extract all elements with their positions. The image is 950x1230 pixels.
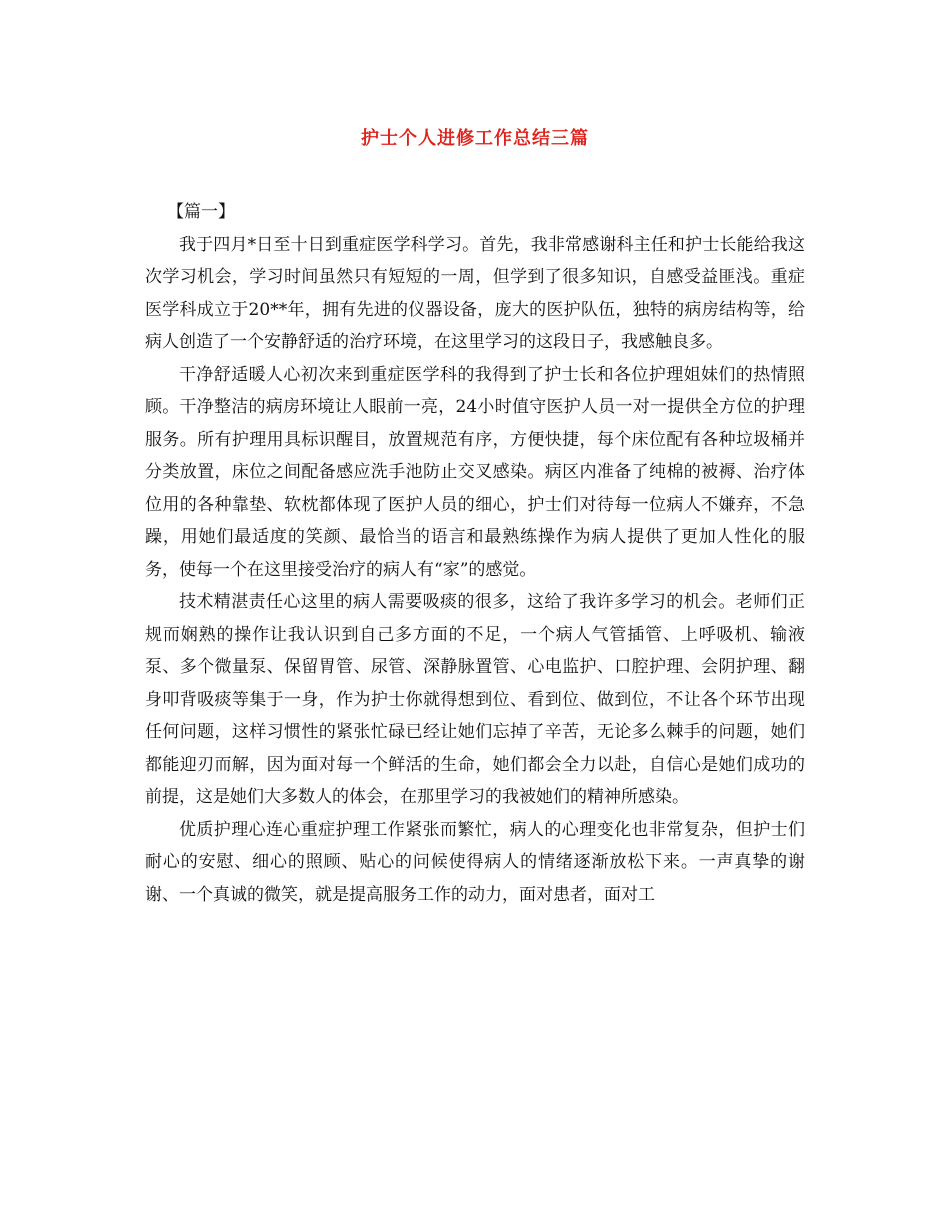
document-body: [145, 196, 805, 911]
paragraph-3: 技术精湛责任心这里的病人需要吸痰的很多，这给了我许多学习的机会。老师们正规而娴熟的操作让我认识到自己多方面的不足，一个病人气管插管、上呼吸机、输液泵、多个微量泵、保留胃管、尿管、深静脉置管、心电监护、口腔护理、会阴护理、翻身叩背吸痰等集于一身，作为护士你就得想到位、看到位、做到位，不让各个环节出现任何问题，这样习惯性的紧张忙碌已经让她们忘掉了辛苦，无论多么棘手的问题，她们都能迎刃而解，因为面对每一个鲜活的生命，她们都会全力以赴，自信心是她们成功的前提，这是她们大多数人的体会，在那里学习的我被她们的精神所感染。: [145, 592, 805, 807]
section-label: 【篇一】: [167, 202, 235, 222]
paragraph-1: 我于四月*日至十日到重症医学科学习。首先，我非常感谢科主任和护士长能给我这次学习机会，学习时间虽然只有短短的一周，但学到了很多知识，自感受益匪浅。重症医学科成立于20**年，拥有先进的仪器设备，庞大的医护队伍，独特的病房结构等，给病人创造了一个安静舒适的治疗环境，在这里学习的这段日子，我感触良多。: [145, 234, 805, 352]
paragraph-4: 优质护理心连心重症护理工作紧张而繁忙，病人的心理变化也非常复杂，但护士们耐心的安慰、细心的照顾、贴心的问候使得病人的情绪逐渐放松下来。一声真挚的谢谢、一个真诚的微笑，就是提高服务工作的动力，面对患者，面对工: [145, 819, 805, 905]
paragraph-2: 干净舒适暖人心初次来到重症医学科的我得到了护士长和各位护理姐妹们的热情照顾。干净整洁的病房环境让人眼前一亮，24小时值守医护人员一对一提供全方位的护理服务。所有护理用具标识醒目，放置规范有序，方便快捷，每个床位配有各种垃圾桶并分类放置，床位之间配备感应洗手池防止交叉感染。病区内准备了纯棉的被褥、治疗体位用的各种靠垫、软枕都体现了医护人员的细心，护士们对待每一位病人不嫌弃，不急躁，用她们最适度的笑颜、最恰当的语言和最熟练操作为病人提供了更加人性化的服务，使每一个在这里接受治疗的病人有“家”的感觉。: [145, 364, 805, 580]
document-title: 护士个人进修工作总结三篇: [361, 128, 589, 149]
